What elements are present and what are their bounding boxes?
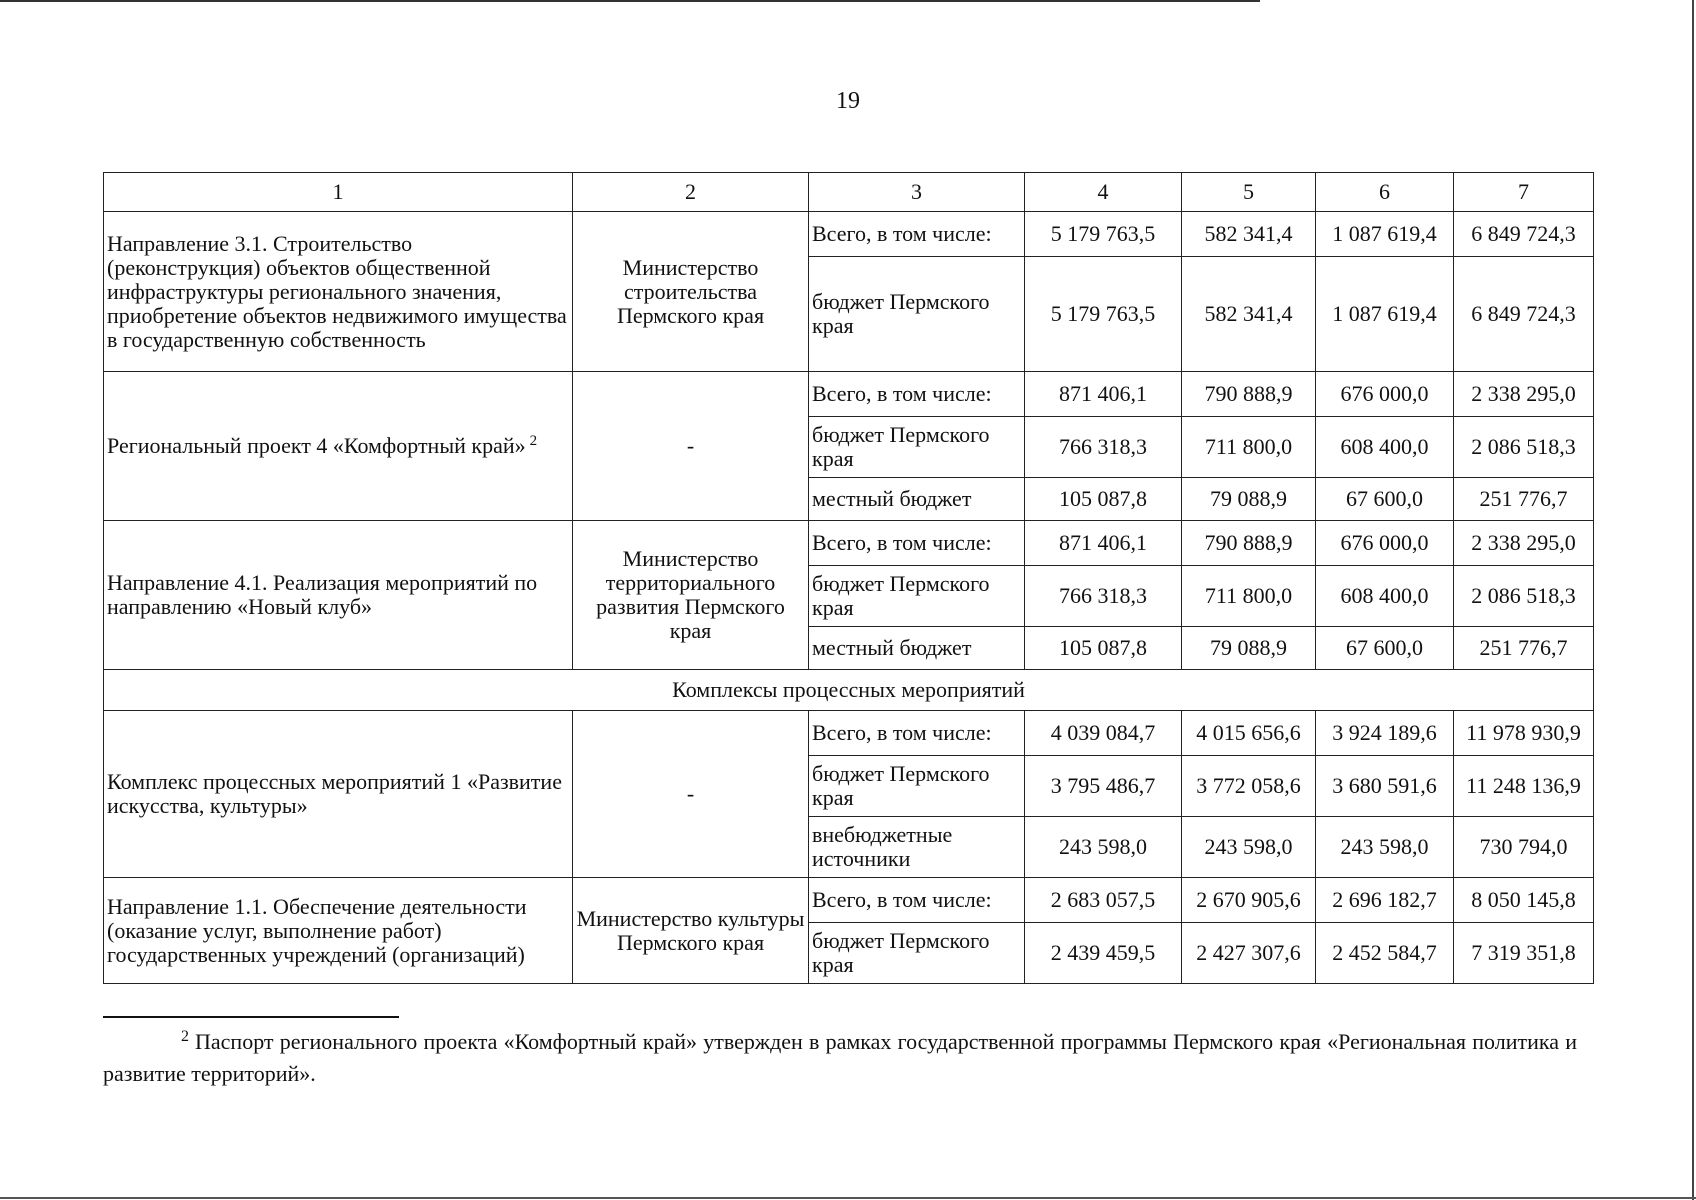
block-name: Направление 3.1. Строительство (реконструкция) объектов общественной инфраструктуры регионального значения, приобретение объектов недвижимого имущества в государственную собственность xyxy=(104,212,573,372)
value-col-7: 11 248 136,9 xyxy=(1454,756,1594,817)
value-col-6: 243 598,0 xyxy=(1316,817,1454,878)
value-col-6: 1 087 619,4 xyxy=(1316,257,1454,372)
value-col-4: 766 318,3 xyxy=(1025,417,1182,478)
value-col-4: 243 598,0 xyxy=(1025,817,1182,878)
value-col-5: 790 888,9 xyxy=(1182,372,1316,417)
source-label: Всего, в том числе: xyxy=(809,878,1025,923)
page-number: 19 xyxy=(836,88,860,114)
header-col-5: 5 xyxy=(1182,173,1316,212)
block-responsible: Министерство строительства Пермского края xyxy=(573,212,809,372)
value-col-6: 608 400,0 xyxy=(1316,566,1454,627)
block-name: Комплекс процессных мероприятий 1 «Развитие искусства, культуры» xyxy=(104,711,573,878)
footnote xyxy=(103,1026,1577,1090)
value-col-7: 730 794,0 xyxy=(1454,817,1594,878)
source-label: внебюджетные источники xyxy=(809,817,1025,878)
source-label: бюджет Пермского края xyxy=(809,756,1025,817)
value-col-5: 582 341,4 xyxy=(1182,212,1316,257)
source-label: Всего, в том числе: xyxy=(809,212,1025,257)
source-label: бюджет Пермского края xyxy=(809,417,1025,478)
footnote-mark: 2 xyxy=(181,1027,189,1045)
source-label: бюджет Пермского края xyxy=(809,257,1025,372)
value-col-4: 5 179 763,5 xyxy=(1025,212,1182,257)
header-col-4: 4 xyxy=(1025,173,1182,212)
value-col-6: 1 087 619,4 xyxy=(1316,212,1454,257)
value-col-4: 871 406,1 xyxy=(1025,521,1182,566)
value-col-6: 676 000,0 xyxy=(1316,372,1454,417)
source-label: Всего, в том числе: xyxy=(809,372,1025,417)
source-label: Всего, в том числе: xyxy=(809,521,1025,566)
value-col-4: 5 179 763,5 xyxy=(1025,257,1182,372)
block-name: Направление 1.1. Обеспечение деятельности (оказание услуг, выполнение работ) государственных учреждений (организаций) xyxy=(104,878,573,984)
value-col-4: 105 087,8 xyxy=(1025,478,1182,521)
source-label: бюджет Пермского края xyxy=(809,566,1025,627)
table-row xyxy=(104,521,1594,566)
value-col-7: 251 776,7 xyxy=(1454,627,1594,670)
footnote-text: Паспорт регионального проекта «Комфортный край» утвержден в рамках государственной программы Пермского края «Региональная политика и развитие территорий». xyxy=(103,1029,1577,1086)
header-col-7: 7 xyxy=(1454,173,1594,212)
value-col-5: 3 772 058,6 xyxy=(1182,756,1316,817)
value-col-6: 3 924 189,6 xyxy=(1316,711,1454,756)
budget-table xyxy=(103,172,1594,984)
header-row xyxy=(104,173,1594,212)
value-col-7: 7 319 351,8 xyxy=(1454,923,1594,984)
source-label: местный бюджет xyxy=(809,627,1025,670)
value-col-7: 6 849 724,3 xyxy=(1454,212,1594,257)
section-title: Комплексы процессных мероприятий xyxy=(104,670,1594,711)
section-row xyxy=(104,670,1594,711)
scan-edge-top xyxy=(0,0,1260,2)
block-responsible: Министерство территориального развития Пермского края xyxy=(573,521,809,670)
block-name-cell xyxy=(104,372,573,521)
source-label: местный бюджет xyxy=(809,478,1025,521)
value-col-7: 2 338 295,0 xyxy=(1454,372,1594,417)
value-col-4: 2 439 459,5 xyxy=(1025,923,1182,984)
table-row xyxy=(104,212,1594,257)
source-label: бюджет Пермского края xyxy=(809,923,1025,984)
value-col-5: 4 015 656,6 xyxy=(1182,711,1316,756)
value-col-7: 251 776,7 xyxy=(1454,478,1594,521)
header-col-6: 6 xyxy=(1316,173,1454,212)
value-col-7: 2 086 518,3 xyxy=(1454,417,1594,478)
value-col-5: 2 427 307,6 xyxy=(1182,923,1316,984)
value-col-4: 3 795 486,7 xyxy=(1025,756,1182,817)
value-col-7: 8 050 145,8 xyxy=(1454,878,1594,923)
source-label: Всего, в том числе: xyxy=(809,711,1025,756)
table-row xyxy=(104,878,1594,923)
value-col-4: 4 039 084,7 xyxy=(1025,711,1182,756)
value-col-5: 790 888,9 xyxy=(1182,521,1316,566)
header-col-3: 3 xyxy=(809,173,1025,212)
value-col-4: 2 683 057,5 xyxy=(1025,878,1182,923)
scan-edge-right xyxy=(1692,0,1694,1200)
value-col-5: 582 341,4 xyxy=(1182,257,1316,372)
block-name: Региональный проект 4 «Комфортный край» xyxy=(107,433,526,458)
value-col-7: 2 086 518,3 xyxy=(1454,566,1594,627)
value-col-6: 2 452 584,7 xyxy=(1316,923,1454,984)
value-col-7: 11 978 930,9 xyxy=(1454,711,1594,756)
value-col-5: 711 800,0 xyxy=(1182,417,1316,478)
value-col-6: 2 696 182,7 xyxy=(1316,878,1454,923)
value-col-7: 6 849 724,3 xyxy=(1454,257,1594,372)
value-col-5: 243 598,0 xyxy=(1182,817,1316,878)
table-row xyxy=(104,711,1594,756)
value-col-4: 871 406,1 xyxy=(1025,372,1182,417)
value-col-5: 79 088,9 xyxy=(1182,627,1316,670)
value-col-5: 79 088,9 xyxy=(1182,478,1316,521)
table-row xyxy=(104,372,1594,417)
header-col-1: 1 xyxy=(104,173,573,212)
scan-edge-bottom xyxy=(0,1197,1696,1199)
value-col-6: 67 600,0 xyxy=(1316,478,1454,521)
value-col-4: 766 318,3 xyxy=(1025,566,1182,627)
block-name: Направление 4.1. Реализация мероприятий по направлению «Новый клуб» xyxy=(104,521,573,670)
value-col-5: 2 670 905,6 xyxy=(1182,878,1316,923)
value-col-4: 105 087,8 xyxy=(1025,627,1182,670)
header-col-2: 2 xyxy=(573,173,809,212)
block-responsible: - xyxy=(573,711,809,878)
block-responsible: Министерство культуры Пермского края xyxy=(573,878,809,984)
footnote-reference: 2 xyxy=(529,432,538,449)
value-col-6: 608 400,0 xyxy=(1316,417,1454,478)
block-responsible: - xyxy=(573,372,809,521)
value-col-5: 711 800,0 xyxy=(1182,566,1316,627)
footnote-separator xyxy=(103,1016,399,1018)
value-col-6: 67 600,0 xyxy=(1316,627,1454,670)
value-col-6: 3 680 591,6 xyxy=(1316,756,1454,817)
value-col-7: 2 338 295,0 xyxy=(1454,521,1594,566)
value-col-6: 676 000,0 xyxy=(1316,521,1454,566)
